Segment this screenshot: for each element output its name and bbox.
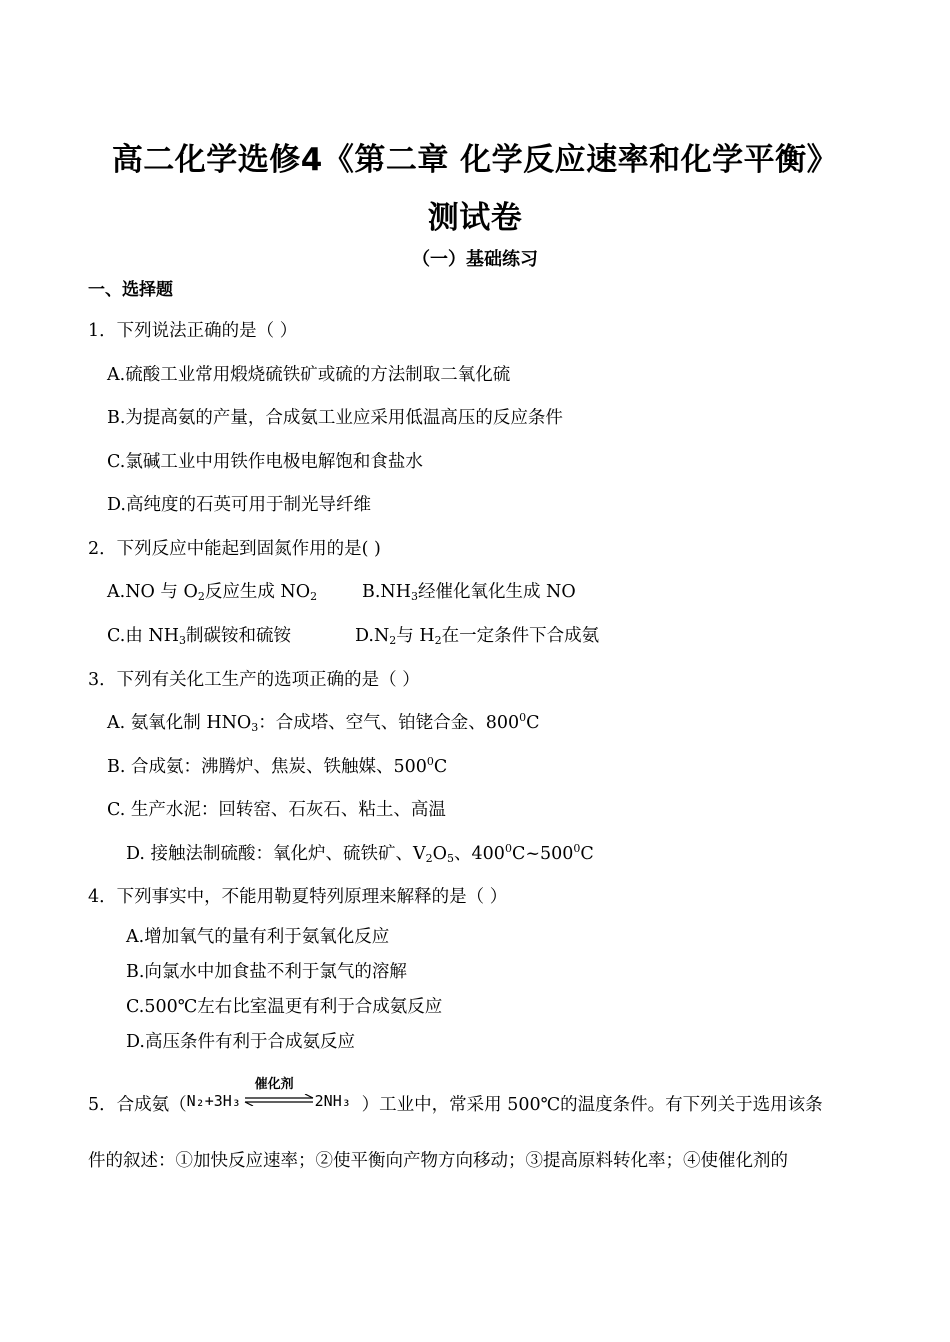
question-1-option-b: B.为提高氨的产量，合成氨工业应采用低温高压的反应条件 [107,408,563,428]
question-5-line1: 5．合成氨（ N₂+3H₃ 催化剂 2NH₃ ）工业中，常采用 500℃的温度条件。有下列关于选用该条 [88,1077,823,1115]
question-4-option-a: A.增加氧气的量有利于氨氧化反应 [126,927,390,947]
document-title: 高二化学选修4《第二章 化学反应速率和化学平衡》 [111,142,839,178]
question-2-option-c: C.由 $NH_3$制碳铵和硫铵 [107,626,291,647]
section-heading: 一、选择题 [88,280,173,300]
question-3-option-b: B. 合成氨：沸腾炉、焦炭、铁触媒、$500^0C$ [107,755,448,777]
question-3-stem: 3．下列有关化工生产的选项正确的是（ ） [88,670,420,690]
document-title-line2: 测试卷 [427,200,523,236]
question-1-stem: 1．下列说法正确的是（ ） [88,321,298,341]
question-2-stem: 2．下列反应中能起到固氮作用的是( ) [88,539,381,559]
question-3-option-c: C. 生产水泥：回转窑、石灰石、粘土、高温 [107,800,446,820]
question-4-option-b: B.向氯水中加食盐不利于氯气的溶解 [126,962,407,982]
question-4-option-d: D.高压条件有利于合成氨反应 [126,1032,355,1052]
question-3-option-a: A. 氨氧化制 $HNO_3$：合成塔、空气、铂铑合金、$800^0C$ [107,711,540,734]
question-4-option-c: C.500℃左右比室温更有利于合成氨反应 [126,997,443,1017]
reversible-arrow-icon [243,1094,315,1106]
question-2-option-d: $D.N_2$与 $H_2$在一定条件下合成氨 [355,626,600,647]
reaction-equation: N₂+3H₃ 催化剂 2NH₃ [186,1077,351,1110]
question-2-option-b: $B.NH_3$经催化氧化生成 NO [362,582,576,603]
question-3-option-d: D. 接触法制硫酸：氧化炉、硫铁矿、$V_2O_5$、$400^0C\sim 500^0C$ [126,842,594,865]
question-1-option-a: A.硫酸工业常用煅烧硫铁矿或硫的方法制取二氧化硫 [107,365,511,385]
question-2-option-a: A.NO 与 $O_2$反应生成 $NO_2$ [107,582,318,603]
document-subtitle: （一）基础练习 [412,249,538,270]
question-1-option-c: C.氯碱工业中用铁作电极电解饱和食盐水 [107,452,423,472]
question-1-option-d: D.高纯度的石英可用于制光导纤维 [107,495,371,515]
question-5-line2: 件的叙述：①加快反应速率；②使平衡向产物方向移动；③提高原料转化率；④使催化剂的 [88,1151,788,1171]
question-4-stem: 4．下列事实中，不能用勒夏特列原理来解释的是（ ） [88,887,508,907]
